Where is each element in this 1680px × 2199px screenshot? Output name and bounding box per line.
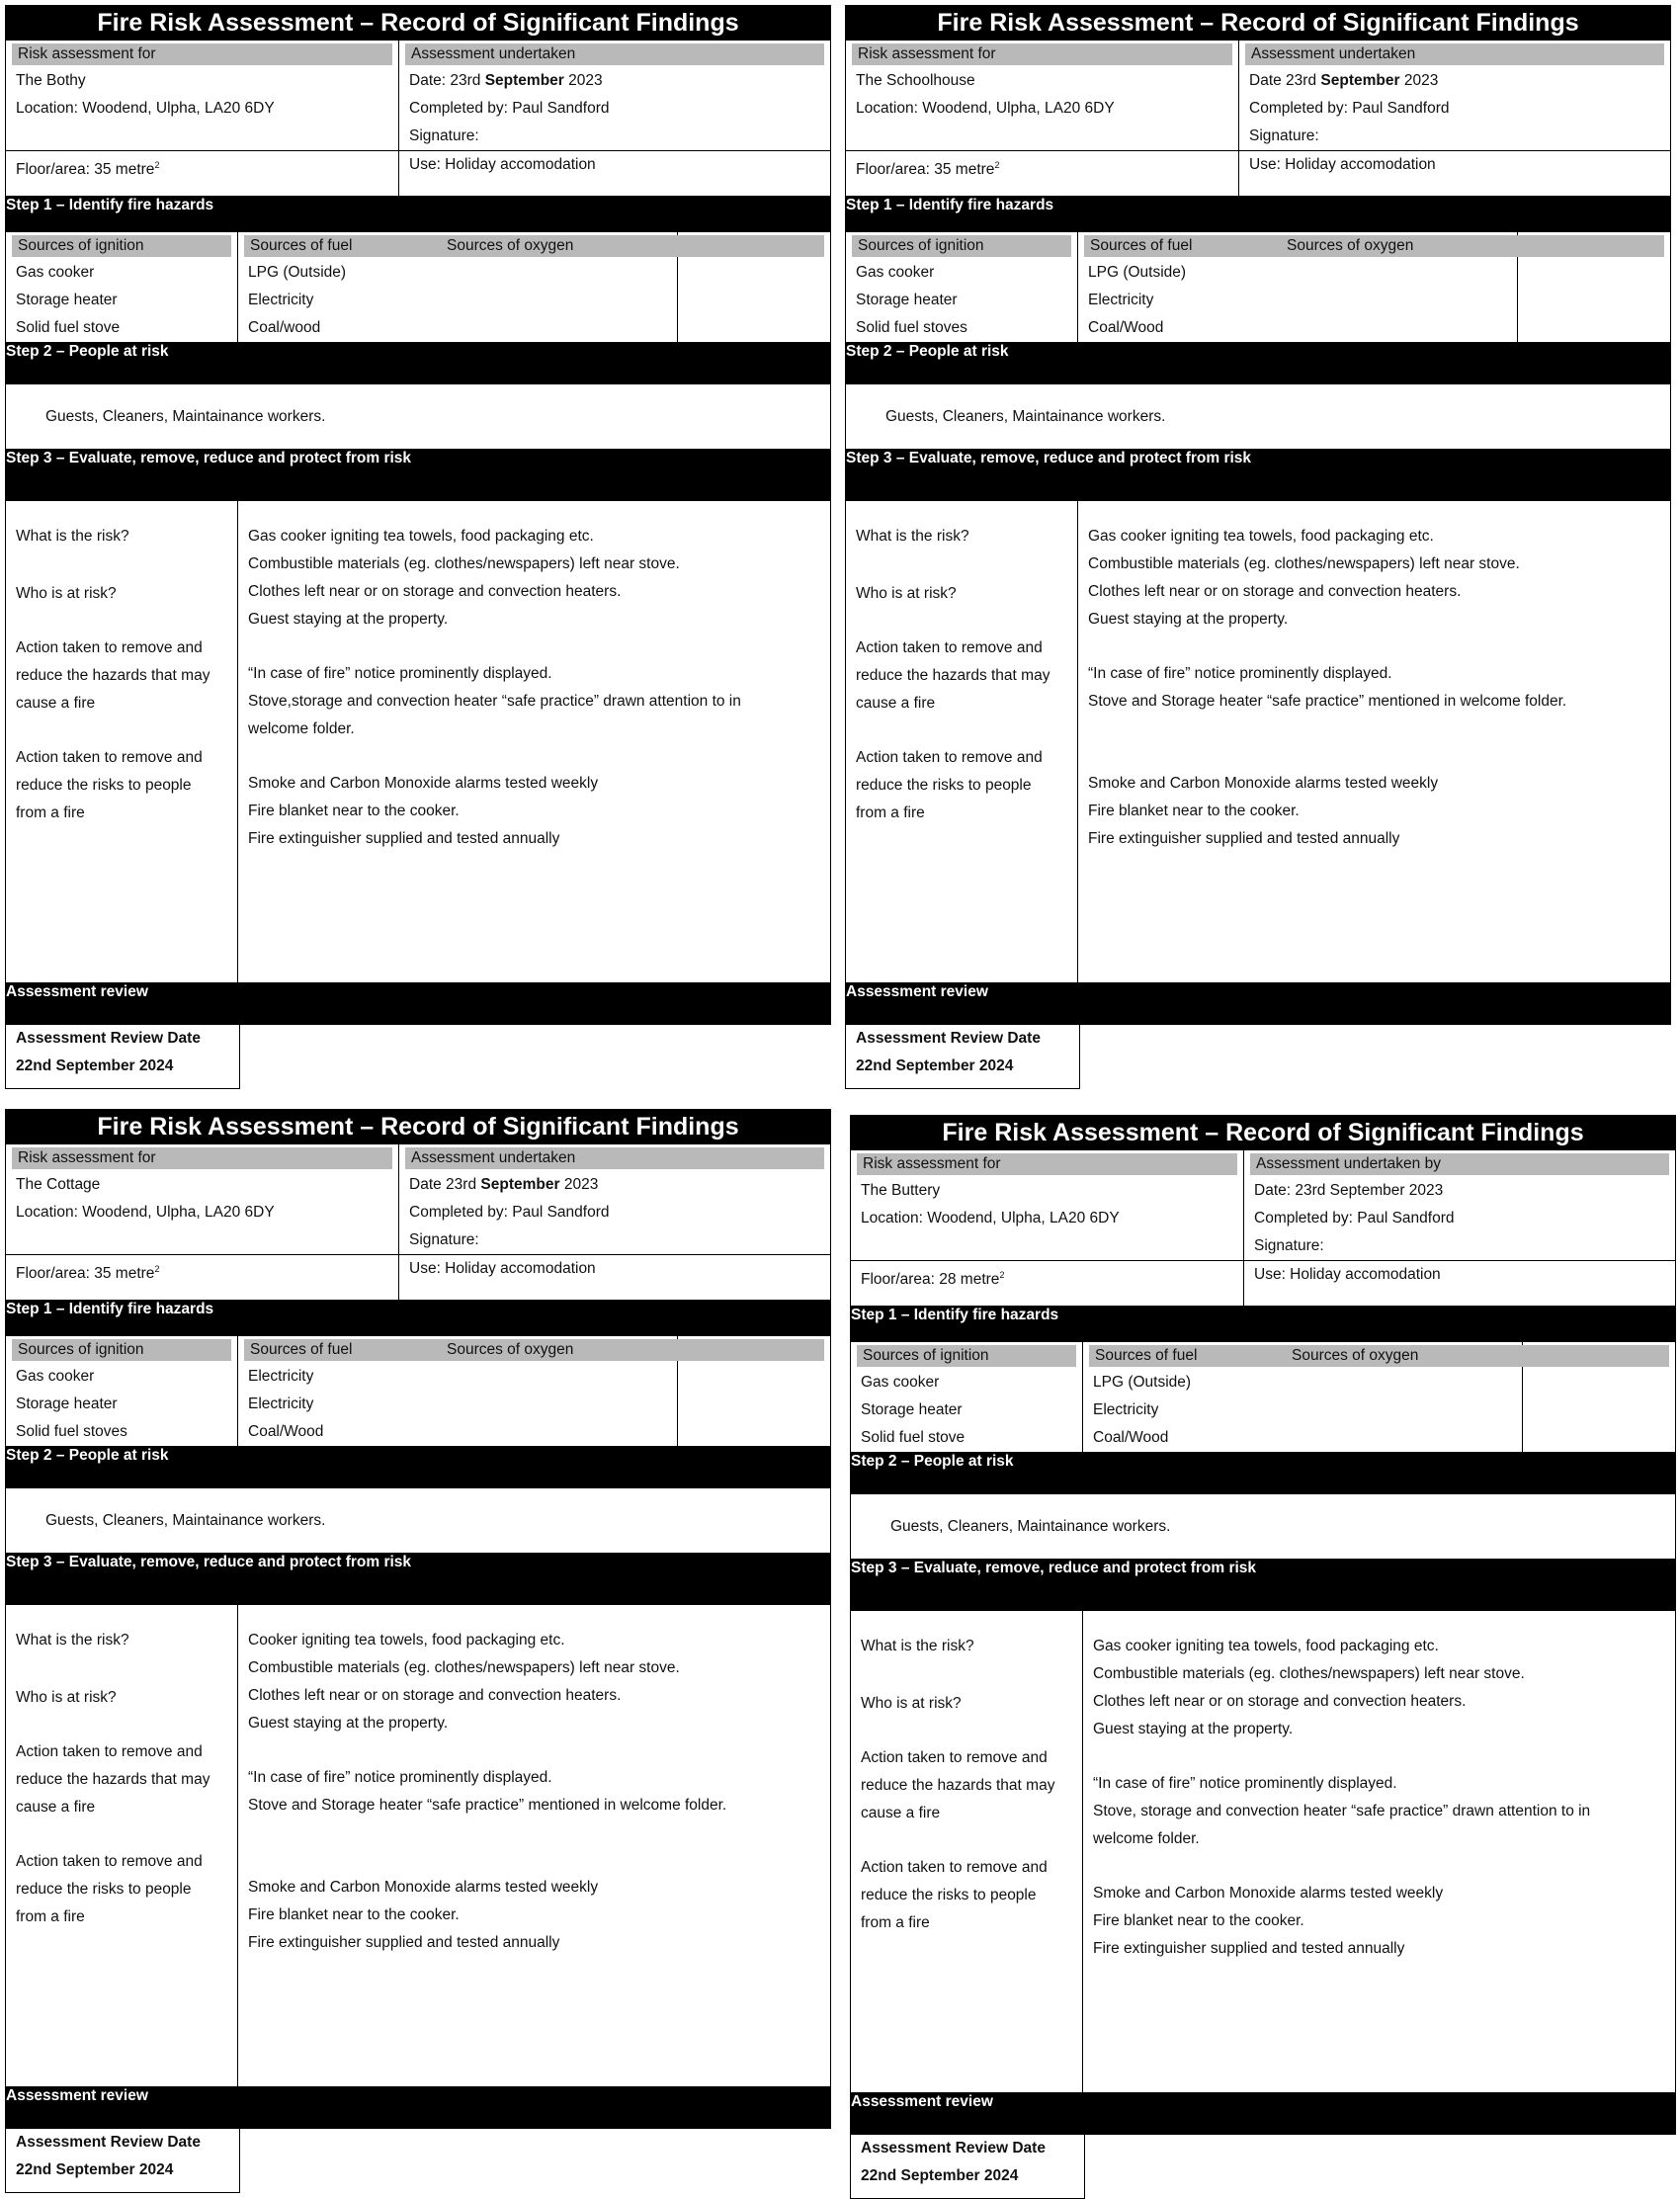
risk-assessment-form — [850, 1115, 1676, 2135]
fuel-header: Sources of fuel — [244, 1339, 472, 1361]
review-date-box — [5, 2129, 240, 2193]
question-action-hazards: Action taken to remove and reduce the hazards that may cause a fire — [16, 639, 210, 712]
property-location: Location: Woodend, Ulpha, LA20 6DY — [861, 1210, 1120, 1226]
ignition-item: Solid fuel stove — [861, 1429, 966, 1446]
review-date: 22nd September 2024 — [856, 1057, 1014, 1074]
property-name: The Bothy — [16, 72, 86, 89]
step1-heading: Step 1 – Identify fire hazards — [6, 197, 831, 232]
question-action-hazards: Action taken to remove and reduce the hazards that may cause a fire — [861, 1749, 1055, 1821]
oxygen-header: Sources of oxygen — [441, 235, 824, 257]
step1-heading: Step 1 – Identify fire hazards — [846, 197, 1671, 232]
risk-assessment-form — [5, 1109, 831, 2129]
answer-who: Guest staying at the property. — [1093, 1721, 1294, 1737]
fuel-item: Electricity — [248, 1396, 314, 1412]
property-use: Use: Holiday accomodation — [1249, 156, 1436, 173]
form-title: Fire Risk Assessment – Record of Significant Findings — [851, 1116, 1676, 1150]
review-date-box — [850, 2135, 1085, 2199]
review-date-label: Assessment Review Date — [856, 1030, 1041, 1047]
signature-field: Signature: — [409, 1231, 479, 1248]
completed-by: Completed by: Paul Sandford — [1254, 1210, 1455, 1226]
assessment-review-heading: Assessment review — [6, 983, 831, 1025]
step3-heading: Step 3 – Evaluate, remove, reduce and protect from risk — [846, 450, 1671, 501]
assessment-review-heading: Assessment review — [6, 2087, 831, 2129]
form-title: Fire Risk Assessment – Record of Significant Findings — [6, 1110, 831, 1144]
oxygen-header: Sources of oxygen — [1286, 1345, 1669, 1367]
oxygen-header: Sources of oxygen — [441, 1339, 824, 1361]
ignition-item: Gas cooker — [856, 264, 935, 281]
signature-field: Signature: — [409, 127, 479, 144]
step2-heading: Step 2 – People at risk — [846, 343, 1671, 384]
property-location: Location: Woodend, Ulpha, LA20 6DY — [16, 100, 275, 117]
question-action-people: Action taken to remove and reduce the risks to people from a fire — [16, 749, 203, 821]
risk-assessment-for-header: Risk assessment for — [852, 43, 1232, 65]
answer-action-people: Smoke and Carbon Monoxide alarms tested weekly Fire blanket near to the cooker. Fire extinguisher supplied and tested annually — [1093, 1885, 1444, 1957]
answer-action-hazards: “In case of fire” notice prominently displayed. Stove, storage and convection heater “safe practice” drawn attention to in welcome folder. — [1093, 1775, 1591, 1847]
step1-heading: Step 1 – Identify fire hazards — [851, 1307, 1676, 1342]
step1-heading: Step 1 – Identify fire hazards — [6, 1301, 831, 1336]
ignition-item: Storage heater — [16, 1396, 118, 1412]
form-title: Fire Risk Assessment – Record of Significant Findings — [6, 6, 831, 41]
question-who: Who is at risk? — [16, 585, 117, 602]
review-date-label: Assessment Review Date — [16, 2134, 201, 2151]
floor-area: Floor/area: 35 metre$^2$ — [16, 160, 160, 179]
signature-field: Signature: — [1254, 1237, 1324, 1254]
answer-action-hazards: “In case of fire” notice prominently displayed. Stove and Storage heater “safe practice” mentioned in welcome folder. — [248, 1769, 727, 1814]
answer-action-people: Smoke and Carbon Monoxide alarms tested weekly Fire blanket near to the cooker. Fire extinguisher supplied and tested annually — [1088, 775, 1439, 847]
assessment-date: Date 23rd September 2023 — [1249, 72, 1439, 89]
fuel-item: LPG (Outside) — [1088, 264, 1187, 281]
ignition-item: Solid fuel stove — [16, 319, 121, 336]
review-date-box — [845, 1025, 1080, 1089]
answer-who: Guest staying at the property. — [248, 1715, 449, 1732]
assessment-date: Date 23rd September 2023 — [409, 1176, 599, 1193]
review-date-label: Assessment Review Date — [861, 2140, 1046, 2157]
question-action-people: Action taken to remove and reduce the risks to people from a fire — [856, 749, 1043, 821]
people-at-risk: Guests, Cleaners, Maintainance workers. — [6, 1488, 831, 1554]
people-at-risk: Guests, Cleaners, Maintainance workers. — [6, 384, 831, 450]
completed-by: Completed by: Paul Sandford — [409, 100, 610, 117]
property-name: The Buttery — [861, 1182, 941, 1199]
form-title: Fire Risk Assessment – Record of Significant Findings — [846, 6, 1671, 41]
ignition-header: Sources of ignition — [857, 1345, 1076, 1367]
fuel-item: Electricity — [1093, 1401, 1159, 1418]
people-at-risk: Guests, Cleaners, Maintainance workers. — [851, 1494, 1676, 1560]
answer-risk: Gas cooker igniting tea towels, food packaging etc. Combustible materials (eg. clothes/newspapers) left near stove. Clothes left near or on storage and convection heaters. — [1093, 1638, 1525, 1710]
answer-who: Guest staying at the property. — [248, 611, 449, 628]
assessment-date: Date: 23rd September 2023 — [409, 72, 603, 89]
fuel-item: Coal/Wood — [248, 1423, 324, 1440]
assessment-undertaken-header: Assessment undertaken — [1245, 43, 1664, 65]
risk-assessment-form — [5, 5, 831, 1025]
fuel-header: Sources of fuel — [1089, 1345, 1317, 1367]
question-risk: What is the risk? — [856, 528, 969, 545]
risk-assessment-for-header: Risk assessment for — [857, 1153, 1237, 1175]
fuel-header: Sources of fuel — [244, 235, 472, 257]
answer-risk: Cooker igniting tea towels, food packaging etc. Combustible materials (eg. clothes/newspapers) left near stove. Clothes left near or on storage and convection heaters. — [248, 1632, 680, 1704]
risk-assessment-for-header: Risk assessment for — [12, 43, 392, 65]
assessment-review-heading: Assessment review — [846, 983, 1671, 1025]
assessment-undertaken-header: Assessment undertaken — [405, 1147, 824, 1169]
completed-by: Completed by: Paul Sandford — [409, 1204, 610, 1221]
ignition-header: Sources of ignition — [852, 235, 1071, 257]
people-at-risk: Guests, Cleaners, Maintainance workers. — [846, 384, 1671, 450]
ignition-item: Gas cooker — [861, 1374, 940, 1391]
question-action-hazards: Action taken to remove and reduce the hazards that may cause a fire — [16, 1743, 210, 1816]
answer-action-hazards: “In case of fire” notice prominently displayed. Stove and Storage heater “safe practice” mentioned in welcome folder. — [1088, 665, 1567, 710]
review-date-box — [5, 1025, 240, 1089]
assessment-undertaken-header: Assessment undertaken by — [1250, 1153, 1669, 1175]
question-who: Who is at risk? — [861, 1695, 962, 1712]
risk-assessment-form — [845, 5, 1671, 1025]
review-date-label: Assessment Review Date — [16, 1030, 201, 1047]
signature-field: Signature: — [1249, 127, 1319, 144]
ignition-header: Sources of ignition — [12, 235, 231, 257]
ignition-item: Storage heater — [861, 1401, 963, 1418]
floor-area: Floor/area: 35 metre$^2$ — [856, 160, 1000, 179]
assessment-undertaken-header: Assessment undertaken — [405, 43, 824, 65]
floor-area: Floor/area: 35 metre$^2$ — [16, 1264, 160, 1283]
ignition-item: Solid fuel stoves — [16, 1423, 127, 1440]
form-the-cottage — [5, 1109, 830, 2178]
property-use: Use: Holiday accomodation — [1254, 1266, 1441, 1283]
review-date: 22nd September 2024 — [16, 2161, 174, 2178]
floor-area: Floor/area: 28 metre$^2$ — [861, 1270, 1005, 1289]
oxygen-header: Sources of oxygen — [1281, 235, 1664, 257]
ignition-header: Sources of ignition — [12, 1339, 231, 1361]
question-risk: What is the risk? — [861, 1638, 974, 1654]
answer-who: Guest staying at the property. — [1088, 611, 1289, 628]
assessment-review-heading: Assessment review — [851, 2093, 1676, 2135]
step2-heading: Step 2 – People at risk — [851, 1453, 1676, 1494]
ignition-item: Gas cooker — [16, 1368, 95, 1385]
question-risk: What is the risk? — [16, 528, 129, 545]
fuel-item: LPG (Outside) — [248, 264, 347, 281]
property-name: The Schoolhouse — [856, 72, 975, 89]
fuel-item: Coal/wood — [248, 319, 321, 336]
ignition-item: Solid fuel stoves — [856, 319, 967, 336]
fuel-item: Coal/Wood — [1088, 319, 1164, 336]
question-action-hazards: Action taken to remove and reduce the hazards that may cause a fire — [856, 639, 1050, 712]
question-who: Who is at risk? — [16, 1689, 117, 1706]
property-use: Use: Holiday accomodation — [409, 156, 596, 173]
property-use: Use: Holiday accomodation — [409, 1260, 596, 1277]
property-name: The Cottage — [16, 1176, 101, 1193]
review-date: 22nd September 2024 — [861, 2167, 1019, 2184]
form-the-bothy — [5, 5, 830, 1074]
answer-risk: Gas cooker igniting tea towels, food packaging etc. Combustible materials (eg. clothes/newspapers) left near stove. Clothes left near or on storage and convection heaters. — [248, 528, 680, 600]
question-risk: What is the risk? — [16, 1632, 129, 1649]
fuel-item: Coal/Wood — [1093, 1429, 1169, 1446]
step3-heading: Step 3 – Evaluate, remove, reduce and protect from risk — [6, 1554, 831, 1605]
step2-heading: Step 2 – People at risk — [6, 1447, 831, 1488]
fuel-header: Sources of fuel — [1084, 235, 1312, 257]
risk-assessment-for-header: Risk assessment for — [12, 1147, 392, 1169]
question-who: Who is at risk? — [856, 585, 957, 602]
fuel-item: Electricity — [248, 292, 314, 308]
step2-heading: Step 2 – People at risk — [6, 343, 831, 384]
step3-heading: Step 3 – Evaluate, remove, reduce and protect from risk — [851, 1560, 1676, 1611]
form-the-schoolhouse — [845, 5, 1670, 1074]
property-location: Location: Woodend, Ulpha, LA20 6DY — [16, 1204, 275, 1221]
completed-by: Completed by: Paul Sandford — [1249, 100, 1450, 117]
question-action-people: Action taken to remove and reduce the risks to people from a fire — [861, 1859, 1048, 1931]
fuel-item: Electricity — [248, 1368, 314, 1385]
ignition-item: Storage heater — [16, 292, 118, 308]
fuel-item: Electricity — [1088, 292, 1154, 308]
answer-action-hazards: “In case of fire” notice prominently displayed. Stove,storage and convection heater “safe practice” drawn attention to in welcome folder. — [248, 665, 741, 737]
answer-action-people: Smoke and Carbon Monoxide alarms tested weekly Fire blanket near to the cooker. Fire extinguisher supplied and tested annually — [248, 775, 599, 847]
ignition-item: Storage heater — [856, 292, 958, 308]
review-date: 22nd September 2024 — [16, 1057, 174, 1074]
fuel-item: LPG (Outside) — [1093, 1374, 1192, 1391]
property-location: Location: Woodend, Ulpha, LA20 6DY — [856, 100, 1115, 117]
step3-heading: Step 3 – Evaluate, remove, reduce and protect from risk — [6, 450, 831, 501]
form-the-buttery — [850, 1115, 1675, 2184]
answer-risk: Gas cooker igniting tea towels, food packaging etc. Combustible materials (eg. clothes/newspapers) left near stove. Clothes left near or on storage and convection heaters. — [1088, 528, 1520, 600]
ignition-item: Gas cooker — [16, 264, 95, 281]
answer-action-people: Smoke and Carbon Monoxide alarms tested weekly Fire blanket near to the cooker. Fire extinguisher supplied and tested annually — [248, 1879, 599, 1951]
assessment-date: Date: 23rd September 2023 — [1254, 1182, 1444, 1199]
question-action-people: Action taken to remove and reduce the risks to people from a fire — [16, 1853, 203, 1925]
